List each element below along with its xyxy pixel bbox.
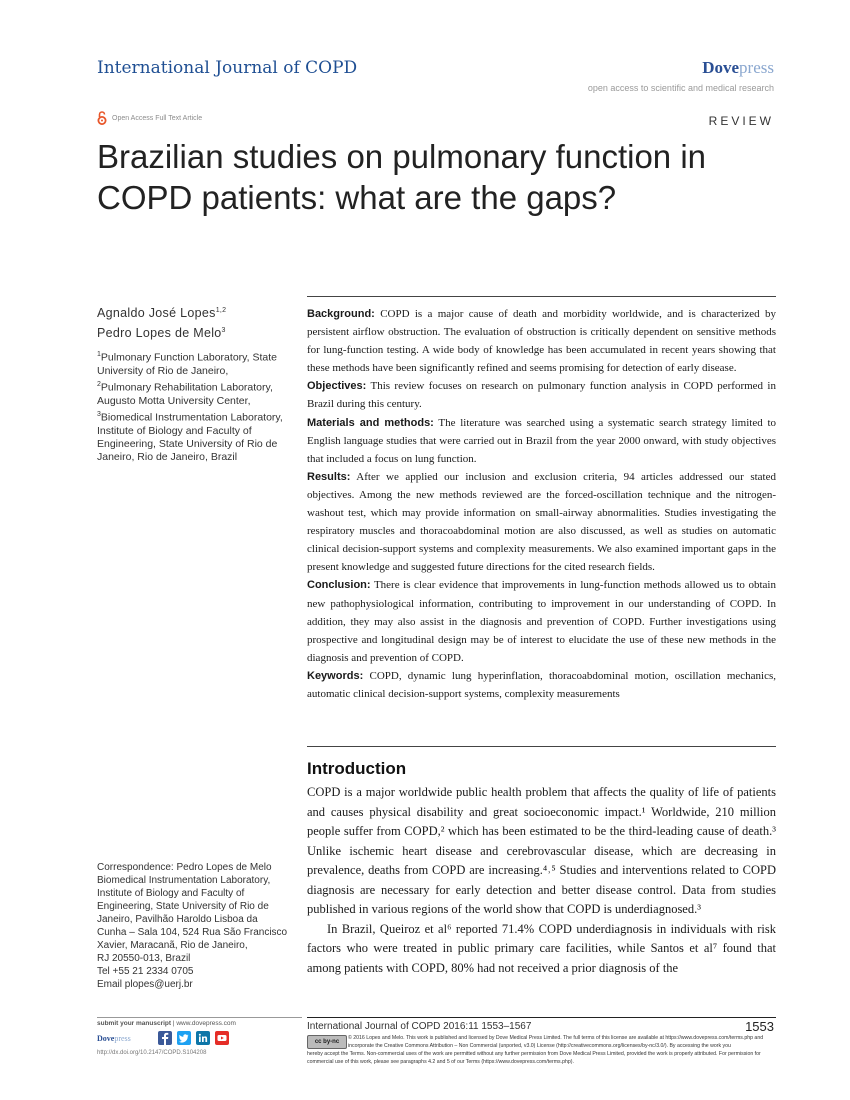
article-title: Brazilian studies on pulmonary function in COPD patients: what are the gaps? — [97, 138, 707, 216]
correspondence-line: Tel +55 21 2334 0705 — [97, 966, 194, 977]
journal-citation: International Journal of COPD 2016:11 1553–1567 — [307, 1021, 532, 1032]
correspondence-line: Janeiro, Pavilhão Haroldo Lisboa da — [97, 914, 258, 925]
facebook-icon[interactable] — [158, 1031, 172, 1045]
author-name: Agnaldo José Lopes — [97, 306, 216, 321]
submit-site[interactable]: | www.dovepress.com — [171, 1020, 236, 1027]
affiliation-text: Pulmonary Function Laboratory, State University of Rio de Janeiro, — [97, 351, 277, 377]
affil-mark: 1 — [97, 351, 101, 358]
abstract-text: After we applied our inclusion and exclusion criteria, 94 articles addressed our stated objectives. Among the new methods reviewed are the forced-oscillation technique and the nitrogen-washout test, which may provide information on small-airway abnormalities. Studies investigating the respiratory muscles and thoracoabdominal motion are also discussed, as well as studies on automatic clinical decision-support systems and complexity measurements. We also examined important gaps in the present knowledge and suggested future directions for the cited research fields. — [307, 470, 776, 574]
footer-right-rule — [307, 1017, 776, 1018]
introduction-body — [307, 783, 776, 978]
abstract-methods — [307, 414, 776, 468]
correspondence-line: Institute of Biology and Faculty of — [97, 888, 245, 899]
affiliation — [97, 378, 297, 408]
publisher-logo — [702, 58, 774, 78]
affiliations — [97, 348, 297, 464]
twitter-icon[interactable] — [177, 1031, 191, 1045]
correspondence-block — [97, 861, 302, 991]
affil-mark: 2 — [97, 380, 101, 388]
correspondence-line: Cunha – Sala 104, 524 Rua São Francisco — [97, 927, 288, 938]
youtube-icon[interactable] — [215, 1031, 229, 1045]
publisher-tagline: open access to scientific and medical research — [587, 83, 774, 93]
author-list — [97, 302, 287, 342]
affiliation — [97, 408, 297, 464]
footer-publisher-logo — [97, 1034, 131, 1043]
abstract-background — [307, 305, 776, 377]
license-text: © 2016 Lopes and Melo. This work is published and licensed by Dove Medical Press Limited. The full terms of this license are available at https://www.dovepress.com/terms.php and incorporate the Creative Commons Attribution – Non Commercial (unported, v3.0) License (http://creativecommons.org/licenses/by-nc/3.0/). By accessing the work you — [348, 1035, 764, 1049]
abstract-conclusion — [307, 576, 776, 666]
article-type: REVIEW — [708, 114, 774, 128]
author — [97, 322, 287, 342]
brand-dove: Dove — [702, 58, 740, 77]
correspondence-line: Biomedical Instrumentation Laboratory, — [97, 875, 271, 886]
abstract-label: Conclusion: — [307, 579, 371, 592]
abstract-label: Objectives: — [307, 380, 367, 393]
abstract-label: Background: — [307, 308, 375, 320]
open-access-label — [97, 111, 202, 125]
abstract-top-rule — [307, 296, 776, 297]
abstract-bottom-rule — [307, 746, 776, 747]
correspondence-email[interactable]: Email plopes@uerj.br — [97, 979, 193, 990]
abstract-text: This review focuses on research on pulmonary function analysis in COPD performed in Brazil during this century. — [307, 380, 776, 411]
creative-commons-badge[interactable]: cc by-nc — [307, 1035, 347, 1049]
section-heading: Introduction — [307, 759, 407, 778]
linkedin-icon[interactable] — [196, 1031, 210, 1045]
author-name: Pedro Lopes de Melo — [97, 326, 222, 341]
open-access-text: Open Access Full Text Article — [112, 114, 203, 122]
affiliation-text: Pulmonary Rehabilitation Laboratory, Augusto Motta University Center, — [97, 381, 273, 407]
open-access-icon — [97, 111, 107, 125]
brand-press: press — [739, 58, 774, 77]
abstract-label: Results: — [307, 470, 351, 483]
submit-link[interactable]: submit your manuscript — [97, 1020, 172, 1027]
footer-brand-press: press — [114, 1034, 131, 1043]
footer-brand-dove: Dove — [97, 1034, 115, 1043]
correspondence-line: RJ 20550-013, Brazil — [97, 953, 191, 964]
paragraph: In Brazil, Queiroz et al⁶ reported 71.4% COPD underdiagnosis in individuals with risk factors who were treated in public primary care facilities, while Santos et al⁷ found that among patients with COPD, 80% had not received a prior diagnosis of the — [307, 921, 776, 975]
author-affil-mark: 3 — [221, 327, 226, 335]
abstract-objectives — [307, 377, 776, 413]
abstract-text: COPD is a major cause of death and morbidity worldwide, and is characterized by persistent airflow obstruction. The evaluation of obstruction is critically dependent on sensitive methods for lung-function testing. A wide body of knowledge has been accumulated in recent years showing that these methods have been significantly refined and seems promising for detection of early disease. — [307, 308, 777, 375]
correspondence-line: Xavier, Maracanã, Rio de Janeiro, — [97, 940, 248, 951]
correspondence-line: Engineering, State University of Rio de — [97, 901, 269, 912]
author-affil-mark: 1,2 — [215, 307, 227, 314]
affil-mark: 3 — [97, 410, 101, 418]
social-links — [158, 1031, 229, 1045]
paragraph: COPD is a major worldwide public health problem that affects the quality of life of patients and causes physical disability and great socioeconomic impact.¹ Worldwide, 210 million people suffer from COPD,² which has been estimated to be the third-leading cause of death.³ Unlike ischemic heart disease and cerebrovascular disease, which are decreasing in prevalence, deaths from COPD are increasing.⁴˒⁵ Studies and interventions related to COPD diagnosis are necessary for early detection and better disease control. Data from studies published in various regions of the world show that COPD is underdiagnosed.³ — [307, 785, 776, 916]
author — [97, 302, 287, 322]
license-text-continued: hereby accept the Terms. Non-commercial uses of the work are permitted without any further permission from Dove Medical Press Limited, provided the work is properly attributed. For permission for commercial use of this work, please see paragraphs 4.2 and 5 of our Terms (https://www.dovepress.com/terms.php). — [307, 1051, 761, 1065]
page-number: 1553 — [745, 1019, 774, 1034]
abstract-text: The literature was searched using a systematic search strategy limited to English language studies that were carried out in Brazil from the year 2000 onward, with study objectives that included a focus on lung function. — [307, 416, 776, 465]
correspondence-line: Correspondence: Pedro Lopes de Melo — [97, 862, 272, 873]
abstract-label: Materials and methods: — [307, 416, 434, 429]
affiliation — [97, 348, 297, 378]
abstract-keywords — [307, 667, 776, 703]
abstract-text: There is clear evidence that improvements in lung-function methods allowed us to obtain new pathophysiological information, contributing to improvement in our understanding of COPD. In addition, they may also assist in the diagnosis and prevention of COPD. Further investigations using prospective and longitudinal design may be of interest to elucidate the use of these new methods in the diagnosis and prevention of COPD. — [307, 579, 776, 664]
abstract-results — [307, 468, 776, 577]
abstract-text: COPD, dynamic lung hyperinflation, thoracoabdominal motion, oscillation mechanics, automatic clinical decision-support systems, complexity measurements — [307, 669, 776, 700]
doi-link[interactable]: http://dx.doi.org/10.2147/COPD.S104208 — [97, 1050, 207, 1056]
abstract — [307, 305, 776, 703]
abstract-label: Keywords: — [307, 669, 364, 682]
affiliation-text: Biomedical Instrumentation Laboratory, Institute of Biology and Faculty of Engineering, State University of Rio de Janeiro, Rio de Janeiro, Brazil — [97, 411, 283, 463]
footer-left-rule — [97, 1017, 302, 1018]
journal-name: International Journal of COPD — [97, 58, 358, 78]
submit-manuscript[interactable] — [97, 1020, 236, 1027]
